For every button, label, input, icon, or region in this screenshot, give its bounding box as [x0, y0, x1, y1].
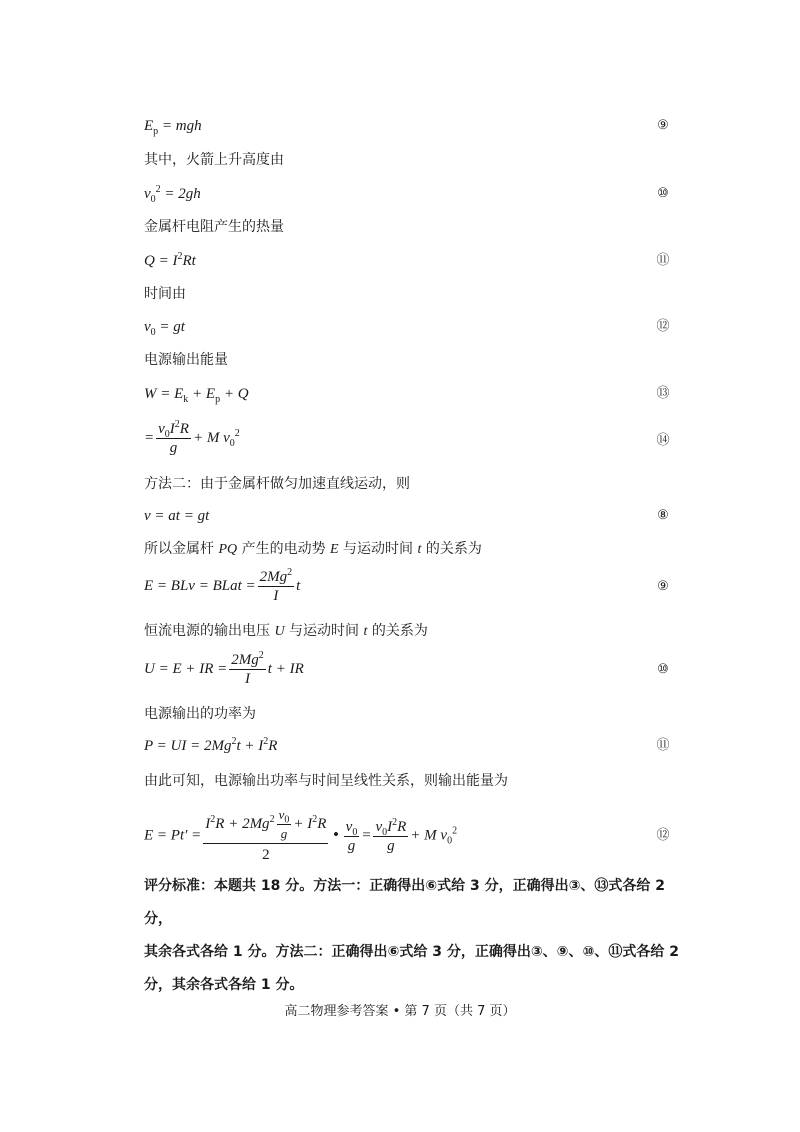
equation-potential-energy: $E_p$ = mgh: [144, 118, 202, 137]
equation-height: $v_0^2 = 2gh$: [144, 184, 201, 205]
equation-number: ⑫: [656, 828, 670, 843]
scoring-line: 分，其余各式各给 1 分。: [144, 977, 304, 993]
text-line: 方法二：由于金属杆做匀加速直线运动，则: [144, 476, 410, 492]
text-line: 金属杆电阻产生的热量: [144, 219, 284, 235]
equation-number: ⑪: [656, 738, 670, 753]
equation-energy-sum: $W = E_k + E_p + Q$: [144, 386, 249, 405]
scoring-standard: [144, 870, 684, 1002]
equation-number: ⑩: [657, 662, 669, 677]
equation-number: ⑨: [657, 579, 669, 594]
scoring-line: 其余各式各给 1 分。方法二：正确得出⑥式给 3 分，正确得出③、⑨、⑩、⑪式各给 2: [144, 944, 680, 960]
equation-number: ⑬: [656, 386, 670, 401]
equation-number: ⑪: [656, 253, 670, 268]
text-line: 电源输出的功率为: [144, 706, 256, 722]
equation-energy-result: = $\frac{v_0I^2R}{g}$ + M $v_0^2$: [144, 419, 240, 456]
equation-heat: $Q = I^2Rt$: [144, 251, 196, 269]
text-line: 由此可知，电源输出功率与时间呈线性关系，则输出能量为: [144, 773, 508, 789]
page-footer: 高二物理参考答案 • 第 7 页（共 7 页）: [284, 1004, 516, 1019]
equation-number: ⑧: [657, 508, 669, 523]
equation-number: ⑭: [656, 433, 670, 448]
equation-emf: E = BLv = BLat = $\frac{2Mg^2}{I}$ t: [144, 567, 301, 604]
equation-time: $v_0$ = gt: [144, 319, 185, 338]
text-line: 恒流电源的输出电压 U 与运动时间 t 的关系为: [144, 623, 428, 639]
equation-output-energy: E = Pt′ = $I^2R + 2Mg^2$ $\frac{v_0}{g}$ + $I^2R$ 2 • $\frac{v_0}{g}$ = $\frac{v_0I^2R}{g}$ + M $v_0^2$: [144, 807, 458, 863]
equation-number: ⑫: [656, 319, 670, 334]
equation-power: P = UI = $2Mg^2t + I^2R$: [144, 736, 278, 754]
text-line: 电源输出能量: [144, 352, 228, 368]
equation-voltage: U = E + IR = $\frac{2Mg^2}{I}$ t + IR: [144, 650, 304, 687]
text-line: 其中，火箭上升高度由: [144, 152, 284, 168]
equation-number: ⑨: [657, 118, 669, 133]
text-line: 时间由: [144, 286, 186, 302]
scoring-line: 评分标准：本题共 18 分。方法一：正确得出⑥式给 3 分，正确得出③、⑬式各给 2 分，: [144, 878, 666, 927]
text-line: 所以金属杆 PQ 产生的电动势 E 与运动时间 t 的关系为: [144, 541, 482, 557]
equation-number: ⑩: [657, 186, 669, 201]
equation-velocity: v = at = gt: [144, 508, 210, 524]
